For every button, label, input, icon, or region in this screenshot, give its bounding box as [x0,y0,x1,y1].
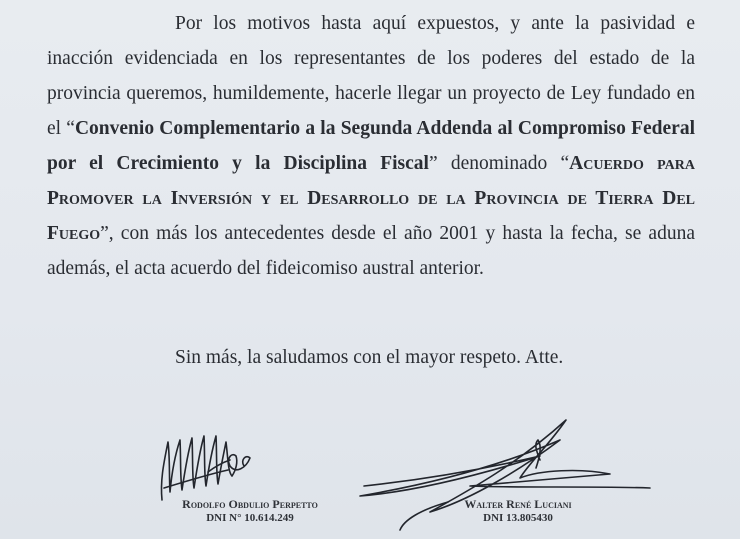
signatory-name: Walter René Luciani [464,497,572,511]
closing-line: Sin más, la saludamos con el mayor respeto. Atte. [175,347,564,368]
signature-block-right [428,497,608,525]
paragraph-text-denominado: ” denominado “ [428,153,570,174]
paragraph-text-ending: ”, con más los antecedentes desde el año 2001 y hasta la fecha, se aduna además, el acta acuerdo del fideicomiso austral anterior. [47,223,695,279]
left-signature-mark [161,436,250,500]
signature-block-left [150,497,350,525]
paragraph-text-intro: Por los motivos hasta aquí expuestos, y ante la pasividad e inacción evidenciada en los representantes de los poderes del estado de la provincia queremos, humildemente, hacerle llegar un proyecto de Ley fundado en el “ [47,13,695,139]
signatory-dni: DNI 13.805430 [483,512,553,524]
signatory-name: Rodolfo Obdulio Perpetto [182,497,318,511]
body-paragraph [47,6,695,286]
agreement-title: Convenio Complementario a la Segunda Addenda al Compromiso Federal por el Crecimiento y la Disciplina Fiscal [47,118,695,174]
signatory-dni: DNI N° 10.614.249 [206,512,294,524]
agreement-name: Acuerdo para Promover la Inversión y el Desarrollo de la Provincia de Tierra Del Fuego [47,153,695,244]
